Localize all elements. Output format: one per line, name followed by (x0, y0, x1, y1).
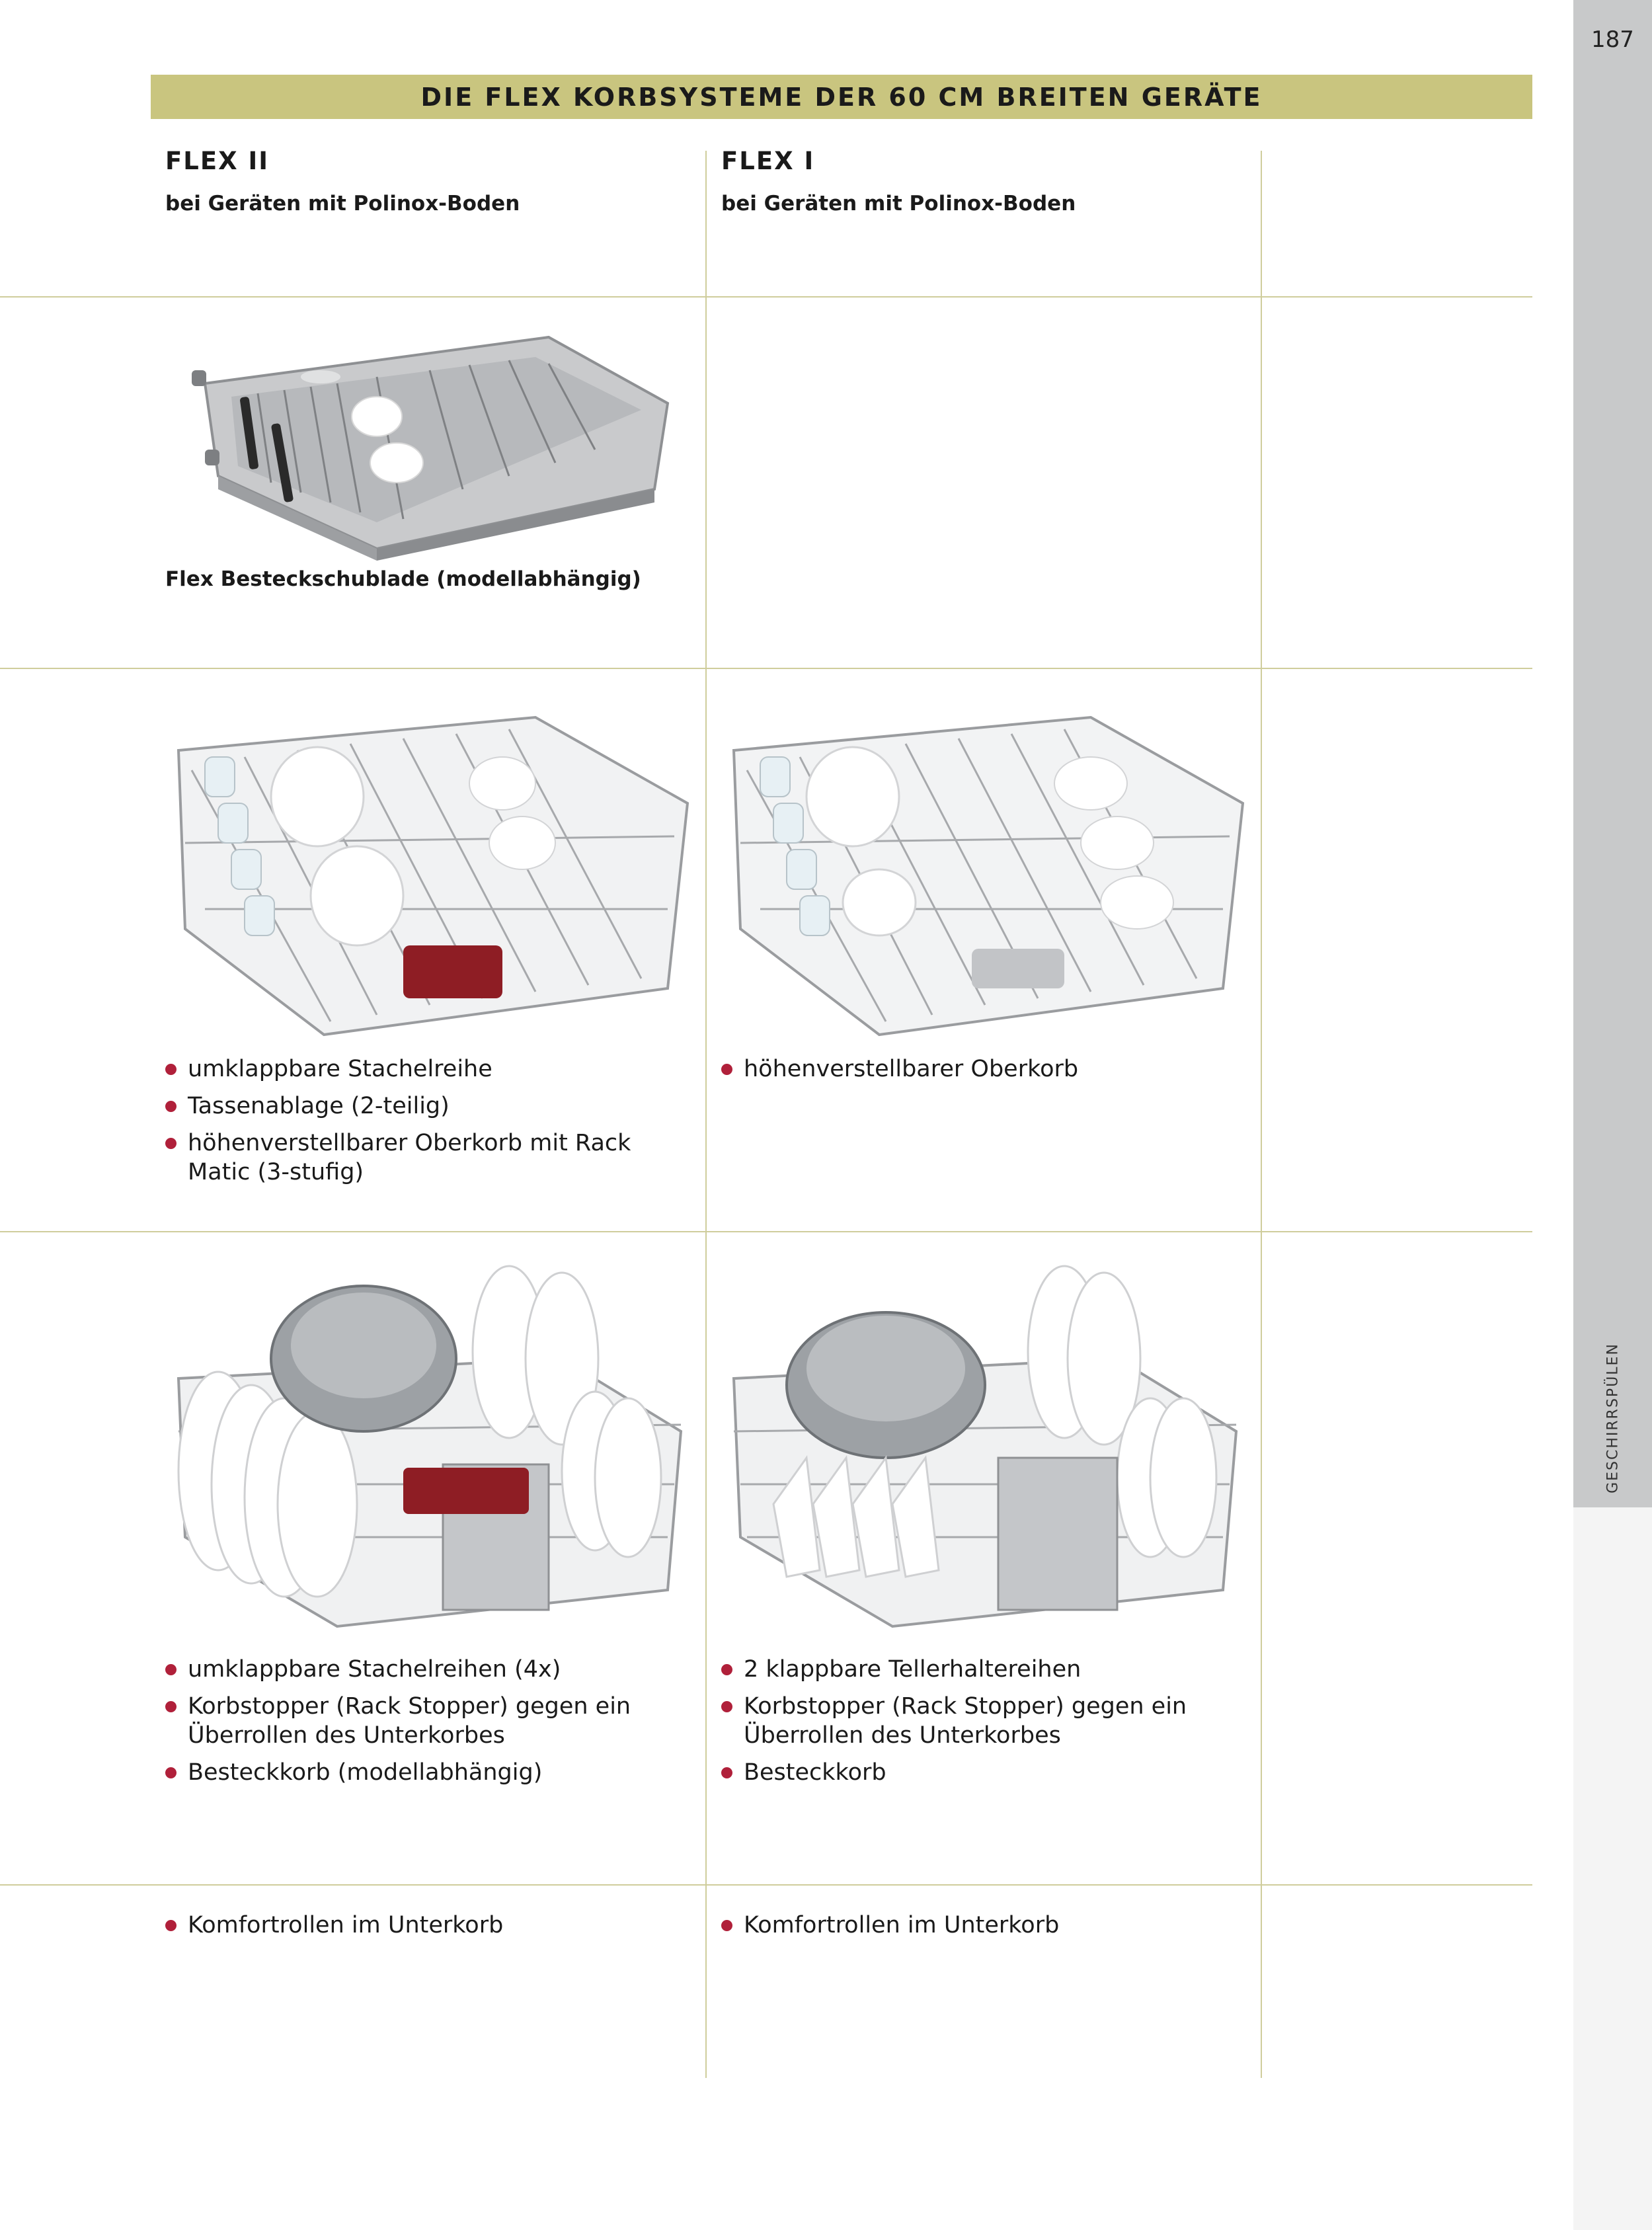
bullet-icon (165, 1064, 177, 1075)
bullet-icon (721, 1064, 732, 1075)
column-divider (705, 151, 707, 2078)
bullet-icon (165, 1701, 177, 1712)
upper-basket-flex1-image (721, 711, 1249, 1041)
bullet-icon (721, 1920, 732, 1931)
column-divider (1261, 151, 1262, 2078)
row-divider (0, 1231, 1532, 1232)
cutlery-drawer-image (178, 324, 681, 562)
section-label: GESCHIRRSPÜLEN (1604, 1343, 1622, 1493)
list-item: Korbstopper (Rack Stopper) gegen ein Überrollen des Unterkorbes (164, 1692, 693, 1750)
column-heading-flex2: FLEX II (165, 147, 270, 175)
list-item: 2 klappbare Tellerhaltereihen (720, 1655, 1249, 1684)
list-item: Besteckkorb (720, 1758, 1249, 1787)
feature-list-upper-flex1 (720, 1055, 1249, 1092)
row-divider (0, 296, 1532, 298)
row-divider (0, 668, 1532, 669)
bullet-icon (165, 1101, 177, 1112)
side-tab (1573, 0, 1652, 1507)
drawer-caption: Flex Besteckschublade (modellabhängig) (165, 567, 641, 591)
page-number: 187 (1591, 26, 1634, 53)
list-item: umklappbare Stachelreihe (164, 1055, 693, 1084)
bullet-icon (721, 1767, 732, 1778)
bullet-icon (721, 1701, 732, 1712)
column-subheading-flex2: bei Geräten mit Polinox-Boden (165, 192, 520, 216)
list-item: Tassenablage (2-teilig) (164, 1092, 693, 1121)
bullet-icon (165, 1138, 177, 1149)
upper-basket-flex2-image (165, 711, 694, 1041)
list-item: höhenverstellbarer Oberkorb (720, 1055, 1249, 1084)
list-item: Korbstopper (Rack Stopper) gegen ein Überrollen des Unterkorbes (720, 1692, 1249, 1750)
list-item: Komfortrollen im Unterkorb (720, 1911, 1249, 1940)
column-heading-flex1: FLEX I (721, 147, 815, 175)
bullet-icon (165, 1920, 177, 1931)
column-subheading-flex1: bei Geräten mit Polinox-Boden (721, 192, 1076, 216)
side-tab-lower (1573, 1507, 1652, 2230)
feature-list-lower-flex1 (720, 1655, 1249, 1795)
page-title: DIE FLEX KORBSYSTEME DER 60 CM BREITEN GERÄTE (151, 75, 1532, 119)
lower-basket-flex1-image (721, 1259, 1249, 1636)
bullet-icon (165, 1767, 177, 1778)
list-item: umklappbare Stachelreihen (4x) (164, 1655, 693, 1684)
bullet-icon (721, 1664, 732, 1675)
bullet-icon (165, 1664, 177, 1675)
feature-list-rollers-flex1 (720, 1911, 1249, 1948)
lower-basket-flex2-image (165, 1259, 694, 1636)
feature-list-lower-flex2 (164, 1655, 693, 1795)
list-item: Besteckkorb (modellabhängig) (164, 1758, 693, 1787)
feature-list-upper-flex2 (164, 1055, 693, 1195)
list-item: Komfortrollen im Unterkorb (164, 1911, 693, 1940)
feature-list-rollers-flex2 (164, 1911, 693, 1948)
list-item: höhenverstellbarer Oberkorb mit Rack Matic (3-stufig) (164, 1129, 693, 1187)
row-divider (0, 1884, 1532, 1886)
